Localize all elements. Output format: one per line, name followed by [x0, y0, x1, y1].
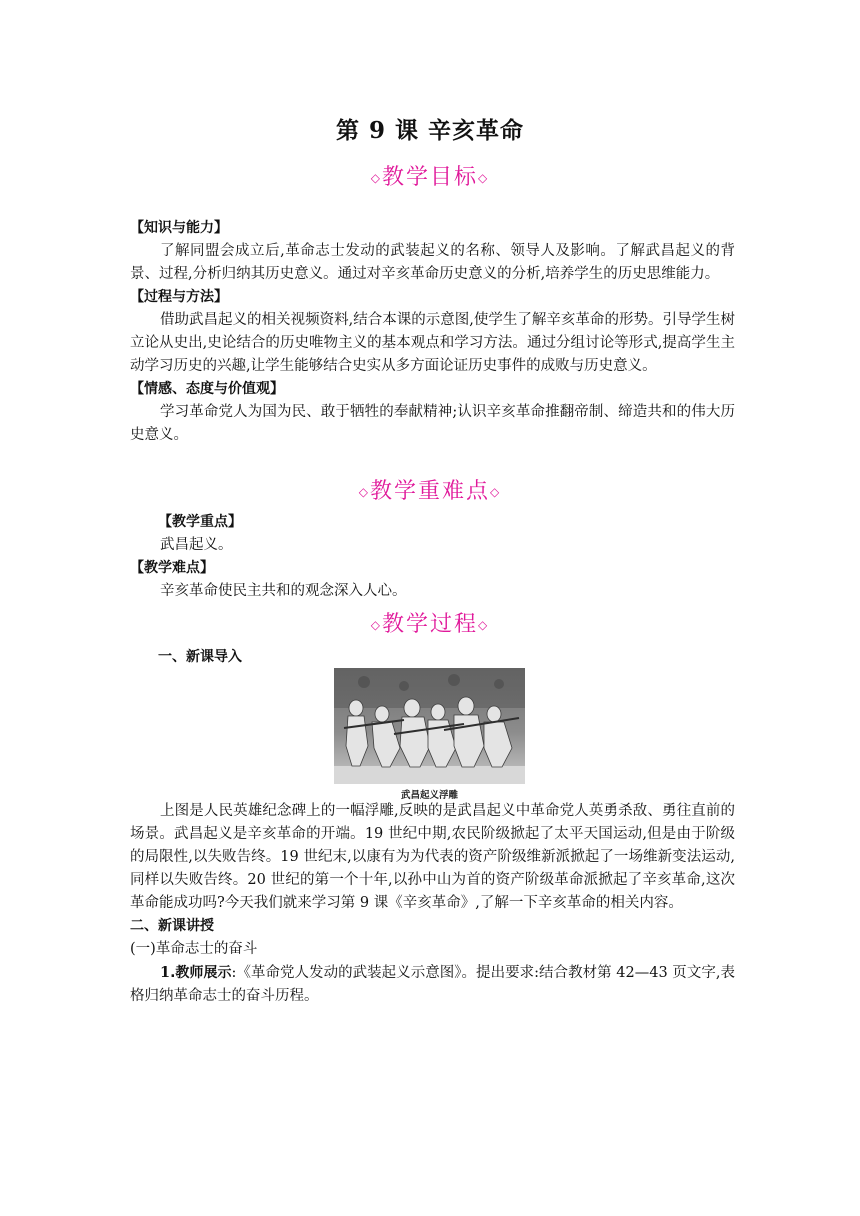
method-label: 【过程与方法】 — [130, 289, 228, 305]
intro-block — [130, 800, 735, 1008]
intro-paragraph: 上图是人民英雄纪念碑上的一幅浮雕,反映的是武昌起义中革命党人英勇杀敌、勇往直前的场景。武昌起义是辛亥革命的开端。19 世纪中期,农民阶级掀起了太平天国运动,但是由于阶级的局限性,以失败告终。19 世纪末,以康有为为代表的资产阶级维新派掀起了一场维新变法运动,同样以失败告终。20 世纪的第一个十年,以孙中山为首的资产阶级革命派掀起了辛亥革命,这次革命能成功吗?今天我们就来学习第 9 课《辛亥革命》,了解一下辛亥革命的相关内容。 — [130, 803, 735, 911]
diamond-icon: ◇ — [490, 485, 502, 499]
section-heading-process — [0, 607, 860, 638]
values-paragraph: 学习革命党人为国为民、敢于牺牲的奉献精神;认识辛亥革命推翻帝制、缔造共和的伟大历史意义。 — [130, 404, 735, 443]
section-heading-process-text: 教学过程 — [381, 612, 478, 637]
diamond-icon: ◇ — [370, 618, 382, 632]
section-heading-key-points — [0, 474, 860, 505]
lesson-title: 第 9 课 辛亥革命 — [335, 117, 525, 144]
item1-text: :《革命党人发动的武装起义示意图》。提出要求:结合教材第 42—43 页文字,表格归纳革命志士的奋斗历程。 — [130, 965, 735, 1004]
difficulty-label: 【教学难点】 — [130, 560, 214, 576]
difficulty-paragraph: 辛亥革命使民主共和的观念深入人心。 — [160, 583, 407, 599]
step2-label: 二、新课讲授 — [130, 918, 214, 934]
focus-paragraph: 武昌起义。 — [160, 537, 233, 553]
section-heading-goals-text: 教学目标 — [381, 165, 478, 190]
relief-image — [334, 668, 525, 784]
step1-label: 一、新课导入 — [158, 649, 242, 665]
knowledge-paragraph: 了解同盟会成立后,革命志士发动的武装起义的名称、领导人及影响。了解武昌起义的背景、过程,分析归纳其历史意义。通过对辛亥革命历史意义的分析,培养学生的历史思维能力。 — [130, 243, 735, 282]
knowledge-label: 【知识与能力】 — [130, 220, 228, 236]
section-heading-key-points-text: 教学重难点 — [369, 479, 490, 504]
focus-label: 【教学重点】 — [158, 514, 242, 530]
goals-block — [130, 217, 735, 447]
figure-caption: 武昌起义浮雕 — [400, 790, 458, 801]
diamond-icon: ◇ — [478, 171, 490, 185]
key-points-block — [130, 511, 735, 603]
diamond-icon: ◇ — [370, 171, 382, 185]
item1-paragraph — [130, 961, 735, 1008]
item1-number: 1 — [160, 964, 171, 981]
sub1-label: (一)革命志士的奋斗 — [130, 941, 258, 957]
diamond-icon: ◇ — [478, 618, 490, 632]
diamond-icon: ◇ — [358, 485, 370, 499]
intro-label-block — [130, 646, 735, 669]
item1-lead: .教师展示 — [170, 965, 232, 981]
method-paragraph: 借助武昌起义的相关视频资料,结合本课的示意图,使学生了解辛亥革命的形势。引导学生树立论从史出,史论结合的历史唯物主义的基本观点和学习方法。通过分组讨论等形式,提高学生主动学习历史的兴趣,让学生能够结合史实从多方面论证历史事件的成败与历史意义。 — [130, 312, 735, 374]
values-label: 【情感、态度与价值观】 — [130, 381, 284, 397]
relief-figure — [334, 668, 525, 801]
section-heading-goals — [0, 160, 860, 191]
